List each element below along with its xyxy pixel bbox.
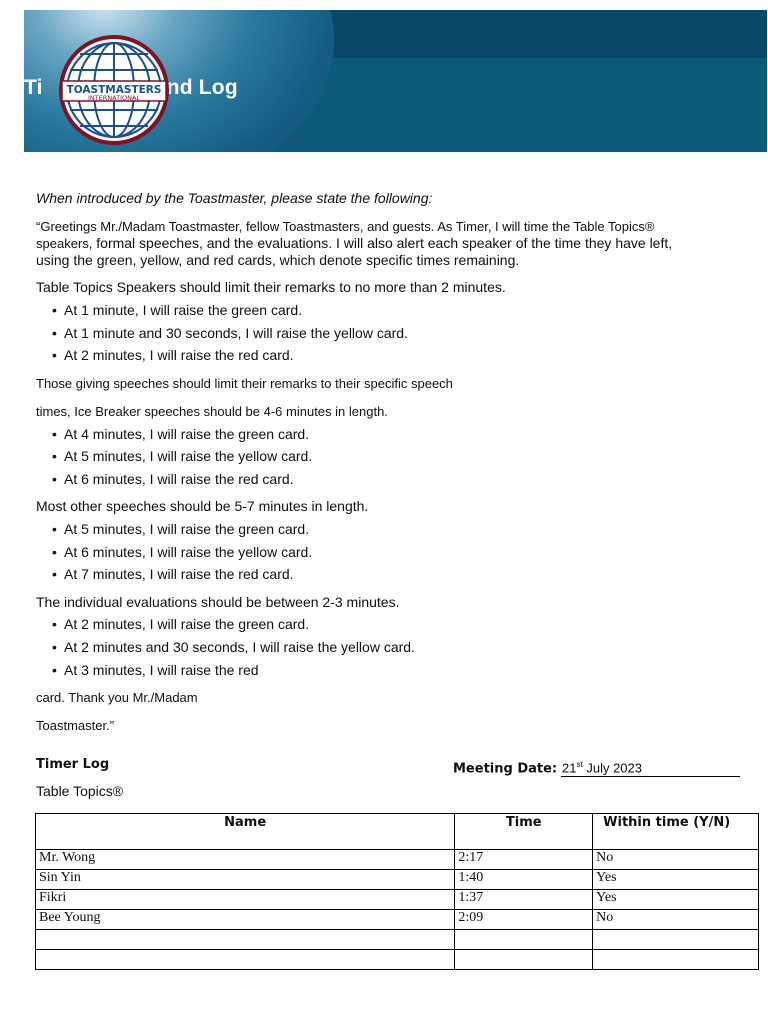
svg-text:TOASTMASTERS: TOASTMASTERS (66, 84, 162, 96)
speeches-intro-2: times, Ice Breaker speeches should be 4-6 minutes in length. (36, 404, 388, 419)
list-item: • At 3 minutes, I will raise the red (52, 662, 259, 678)
list-item: • At 6 minutes, I will raise the yellow card. (52, 544, 313, 560)
svg-text:INTERNATIONAL: INTERNATIONAL (87, 94, 141, 102)
table-row (36, 950, 759, 970)
list-item: • At 2 minutes, I will raise the green card. (52, 616, 310, 632)
table-row (36, 890, 759, 910)
list-item: • At 4 minutes, I will raise the green card. (52, 426, 310, 442)
cell-time: 1:40 (455, 870, 593, 890)
cell-name (36, 950, 455, 970)
cell-within: Yes (593, 890, 759, 910)
cell-time (455, 950, 593, 970)
cell-name: Sin Yin (36, 870, 455, 890)
table-topics-subtitle: Table Topics® (36, 783, 124, 799)
cell-name: Fikri (36, 890, 455, 910)
page-title-right: nd Log (166, 76, 238, 99)
greeting-line-2: speakers, formal speeches, and the evaluations. I will also alert each speaker of the time they have left, (36, 235, 673, 251)
cell-within: No (593, 910, 759, 930)
page-title-left: Ti (24, 76, 43, 99)
header-banner (24, 10, 767, 152)
cell-time: 2:17 (455, 850, 593, 870)
speeches-intro-1: Those giving speeches should limit their remarks to their specific speech (36, 376, 453, 391)
meeting-date-value: 21st July 2023 (561, 756, 740, 777)
table-row (36, 870, 759, 890)
toastmasters-logo (58, 34, 170, 146)
cell-within (593, 930, 759, 950)
table-row (36, 910, 759, 930)
cell-within: No (593, 850, 759, 870)
greeting-line-3: using the green, yellow, and red cards, which denote specific times remaining. (36, 252, 520, 268)
cell-time: 2:09 (455, 910, 593, 930)
cell-within: Yes (593, 870, 759, 890)
timer-log-table (35, 813, 759, 970)
closing-line-1: card. Thank you Mr./Madam (36, 690, 198, 705)
cell-name: Bee Young (36, 910, 455, 930)
list-item: • At 7 minutes, I will raise the red card. (52, 566, 294, 582)
list-item: • At 5 minutes, I will raise the green card. (52, 521, 310, 537)
cell-name: Mr. Wong (36, 850, 455, 870)
cell-within (593, 950, 759, 970)
list-item: • At 5 minutes, I will raise the yellow card. (52, 448, 313, 464)
list-item: • At 6 minutes, I will raise the red card. (52, 471, 294, 487)
column-header-time: Time (455, 814, 593, 850)
meeting-date-label: Meeting Date: (453, 761, 558, 777)
closing-line-2: Toastmaster.” (36, 718, 115, 733)
table-row (36, 930, 759, 950)
list-item: • At 1 minute and 30 seconds, I will raise the yellow card. (52, 325, 408, 341)
cell-time (455, 930, 593, 950)
list-item: • At 1 minute, I will raise the green card. (52, 302, 303, 318)
cell-name (36, 930, 455, 950)
evaluations-intro: The individual evaluations should be between 2-3 minutes. (36, 594, 400, 610)
column-header-within-time: Within time (Y/N) (593, 814, 759, 850)
other-speeches-intro: Most other speeches should be 5-7 minutes in length. (36, 498, 369, 514)
cell-time: 1:37 (455, 890, 593, 910)
table-header-row (36, 814, 759, 850)
instruction-text: When introduced by the Toastmaster, please state the following: (36, 190, 433, 206)
greeting-line-1: “Greetings Mr./Madam Toastmaster, fellow Toastmasters, and guests. As Timer, I will time the Table Topics® (36, 219, 655, 234)
column-header-name: Name (36, 814, 455, 850)
table-row (36, 850, 759, 870)
table-topics-intro: Table Topics Speakers should limit their remarks to no more than 2 minutes. (36, 279, 506, 295)
list-item: • At 2 minutes, I will raise the red card. (52, 347, 294, 363)
timer-log-title: Timer Log (36, 757, 110, 772)
list-item: • At 2 minutes and 30 seconds, I will raise the yellow card. (52, 639, 415, 655)
meeting-date (453, 756, 740, 777)
